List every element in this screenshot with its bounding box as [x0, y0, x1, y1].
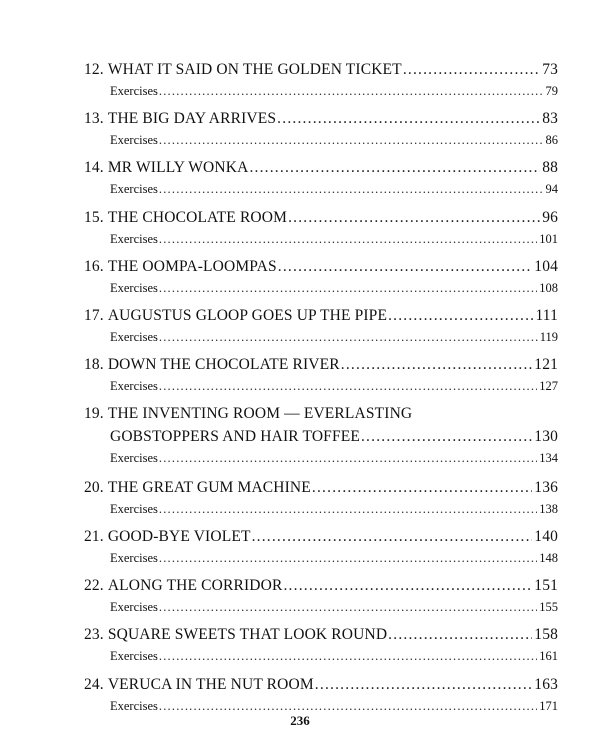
exercises-label: Exercises [110, 280, 158, 295]
chapter-page: 83 [542, 110, 558, 128]
chapter-number: 15. [84, 208, 104, 226]
chapter-line [84, 402, 558, 425]
chapter-title: ALONG THE CORRIDOR [107, 577, 283, 595]
chapter-page: 96 [542, 208, 558, 226]
chapter-number: 12. [84, 61, 104, 78]
chapter-page: 163 [534, 675, 558, 693]
chapter-title: THE CHOCOLATE ROOM [107, 208, 288, 226]
chapter-title: WHAT IT SAID ON THE GOLDEN TICKET [107, 61, 402, 78]
toc-entry-12 [84, 58, 558, 107]
chapter-title: VERUCA IN THE NUT ROOM [107, 675, 314, 693]
exercises-page: 127 [539, 379, 558, 394]
page-number: 236 [290, 713, 310, 728]
dot-leader [158, 130, 544, 150]
chapter-number: 23. [84, 626, 104, 644]
chapter-title: THE INVENTING ROOM — EVERLASTING [107, 405, 413, 423]
chapter-line [84, 304, 558, 327]
chapter-page: 104 [534, 257, 558, 275]
chapter-number: 20. [84, 478, 104, 496]
chapter-number: 18. [84, 356, 104, 374]
dot-leader [387, 304, 533, 327]
dot-leader [158, 646, 537, 666]
chapter-title: MR WILLY WONKA [107, 159, 249, 177]
dot-leader [248, 156, 540, 179]
chapter-page: 88 [542, 159, 558, 177]
dot-leader [158, 278, 537, 298]
exercises-page: 119 [539, 329, 558, 344]
exercises-label: Exercises [110, 551, 158, 565]
exercises-label: Exercises [110, 329, 158, 344]
chapter-title-continued: GOBSTOPPERS AND HAIR TOFFEE [110, 428, 360, 446]
chapter-line [84, 476, 558, 499]
chapter-line [84, 353, 558, 376]
exercises-page: 148 [539, 551, 558, 565]
exercises-page: 155 [539, 600, 558, 615]
dot-leader [158, 229, 537, 249]
chapter-line-continued [84, 425, 558, 448]
chapter-line [84, 673, 558, 696]
exercises-line [84, 499, 558, 519]
exercises-line [84, 130, 558, 150]
dot-leader [251, 525, 533, 548]
toc-entry-23 [84, 623, 558, 672]
chapter-number: 22. [84, 577, 104, 595]
dot-leader [387, 623, 532, 646]
exercises-label: Exercises [110, 133, 158, 148]
exercises-page: 138 [539, 501, 558, 516]
chapter-page: 121 [534, 356, 558, 374]
dot-leader [340, 353, 533, 376]
toc-entry-17 [84, 304, 558, 353]
toc-entry-15 [84, 206, 558, 255]
chapter-title: THE OOMPA-LOOMPAS [107, 257, 277, 275]
chapter-number: 13. [84, 110, 104, 128]
exercises-page: 94 [545, 182, 558, 197]
toc-entry-14 [84, 156, 558, 205]
exercises-page: 79 [545, 84, 558, 98]
chapter-page: 151 [534, 577, 558, 595]
exercises-line [84, 179, 558, 199]
toc-entry-16 [84, 255, 558, 304]
exercises-line [84, 81, 558, 101]
chapter-line [84, 525, 558, 548]
exercises-page: 108 [539, 280, 558, 295]
chapter-number: 21. [84, 528, 104, 545]
chapter-line [84, 107, 558, 130]
chapter-page: 111 [535, 306, 558, 324]
toc-entry-22 [84, 574, 558, 623]
exercises-label: Exercises [110, 182, 158, 197]
dot-leader [276, 107, 540, 130]
exercises-label: Exercises [110, 451, 158, 466]
exercises-label: Exercises [110, 501, 158, 516]
dot-leader [158, 499, 537, 519]
exercises-line [84, 229, 558, 249]
dot-leader [314, 673, 533, 696]
exercises-label: Exercises [110, 379, 158, 394]
exercises-page: 134 [539, 451, 558, 466]
dot-leader [277, 255, 533, 278]
exercises-line [84, 548, 558, 568]
chapter-number: 19. [84, 405, 104, 423]
exercises-line [84, 327, 558, 347]
exercises-line [84, 376, 558, 396]
exercises-page: 86 [545, 133, 558, 148]
exercises-line [84, 278, 558, 298]
chapter-page: 136 [534, 478, 558, 496]
chapter-page: 130 [534, 428, 558, 446]
exercises-line [84, 448, 558, 468]
toc-entry-13 [84, 107, 558, 156]
dot-leader [402, 58, 540, 81]
chapter-line [84, 156, 558, 179]
chapter-page: 140 [534, 528, 558, 545]
dot-leader [158, 597, 537, 617]
chapter-number: 17. [84, 306, 104, 324]
exercises-label: Exercises [110, 84, 158, 98]
dot-leader [360, 425, 532, 448]
chapter-title: DOWN THE CHOCOLATE RIVER [107, 356, 340, 374]
exercises-line [84, 597, 558, 617]
dot-leader [158, 548, 537, 568]
chapter-line [84, 206, 558, 229]
dot-leader [158, 179, 544, 199]
exercises-label: Exercises [110, 698, 158, 713]
dot-leader [158, 448, 537, 468]
chapter-line [84, 255, 558, 278]
chapter-number: 14. [84, 159, 104, 177]
toc-entry-20 [84, 476, 558, 525]
exercises-page: 161 [539, 649, 558, 664]
table-of-contents [84, 58, 558, 722]
exercises-label: Exercises [110, 600, 158, 615]
chapter-title: GOOD-BYE VIOLET [107, 528, 251, 545]
toc-entry-18 [84, 353, 558, 402]
dot-leader [158, 376, 537, 396]
chapter-line [84, 58, 558, 81]
toc-entry-19 [84, 402, 558, 476]
exercises-label: Exercises [110, 649, 158, 664]
dot-leader [158, 81, 544, 101]
chapter-title: THE GREAT GUM MACHINE [107, 478, 311, 496]
chapter-page: 158 [534, 626, 558, 644]
dot-leader [158, 327, 538, 347]
chapter-line [84, 623, 558, 646]
dot-leader [287, 206, 540, 229]
dot-leader [282, 574, 532, 597]
chapter-title: THE BIG DAY ARRIVES [107, 110, 277, 128]
exercises-page: 101 [539, 231, 558, 246]
chapter-title: SQUARE SWEETS THAT LOOK ROUND [107, 626, 388, 644]
exercises-label: Exercises [110, 231, 158, 246]
exercises-page: 171 [539, 698, 558, 713]
chapter-page: 73 [542, 61, 558, 78]
chapter-title: AUGUSTUS GLOOP GOES UP THE PIPE [107, 306, 388, 324]
chapter-number: 16. [84, 257, 104, 275]
chapter-number: 24. [84, 675, 104, 693]
exercises-line [84, 646, 558, 666]
chapter-line [84, 574, 558, 597]
dot-leader [311, 476, 532, 499]
toc-entry-21 [84, 525, 558, 574]
